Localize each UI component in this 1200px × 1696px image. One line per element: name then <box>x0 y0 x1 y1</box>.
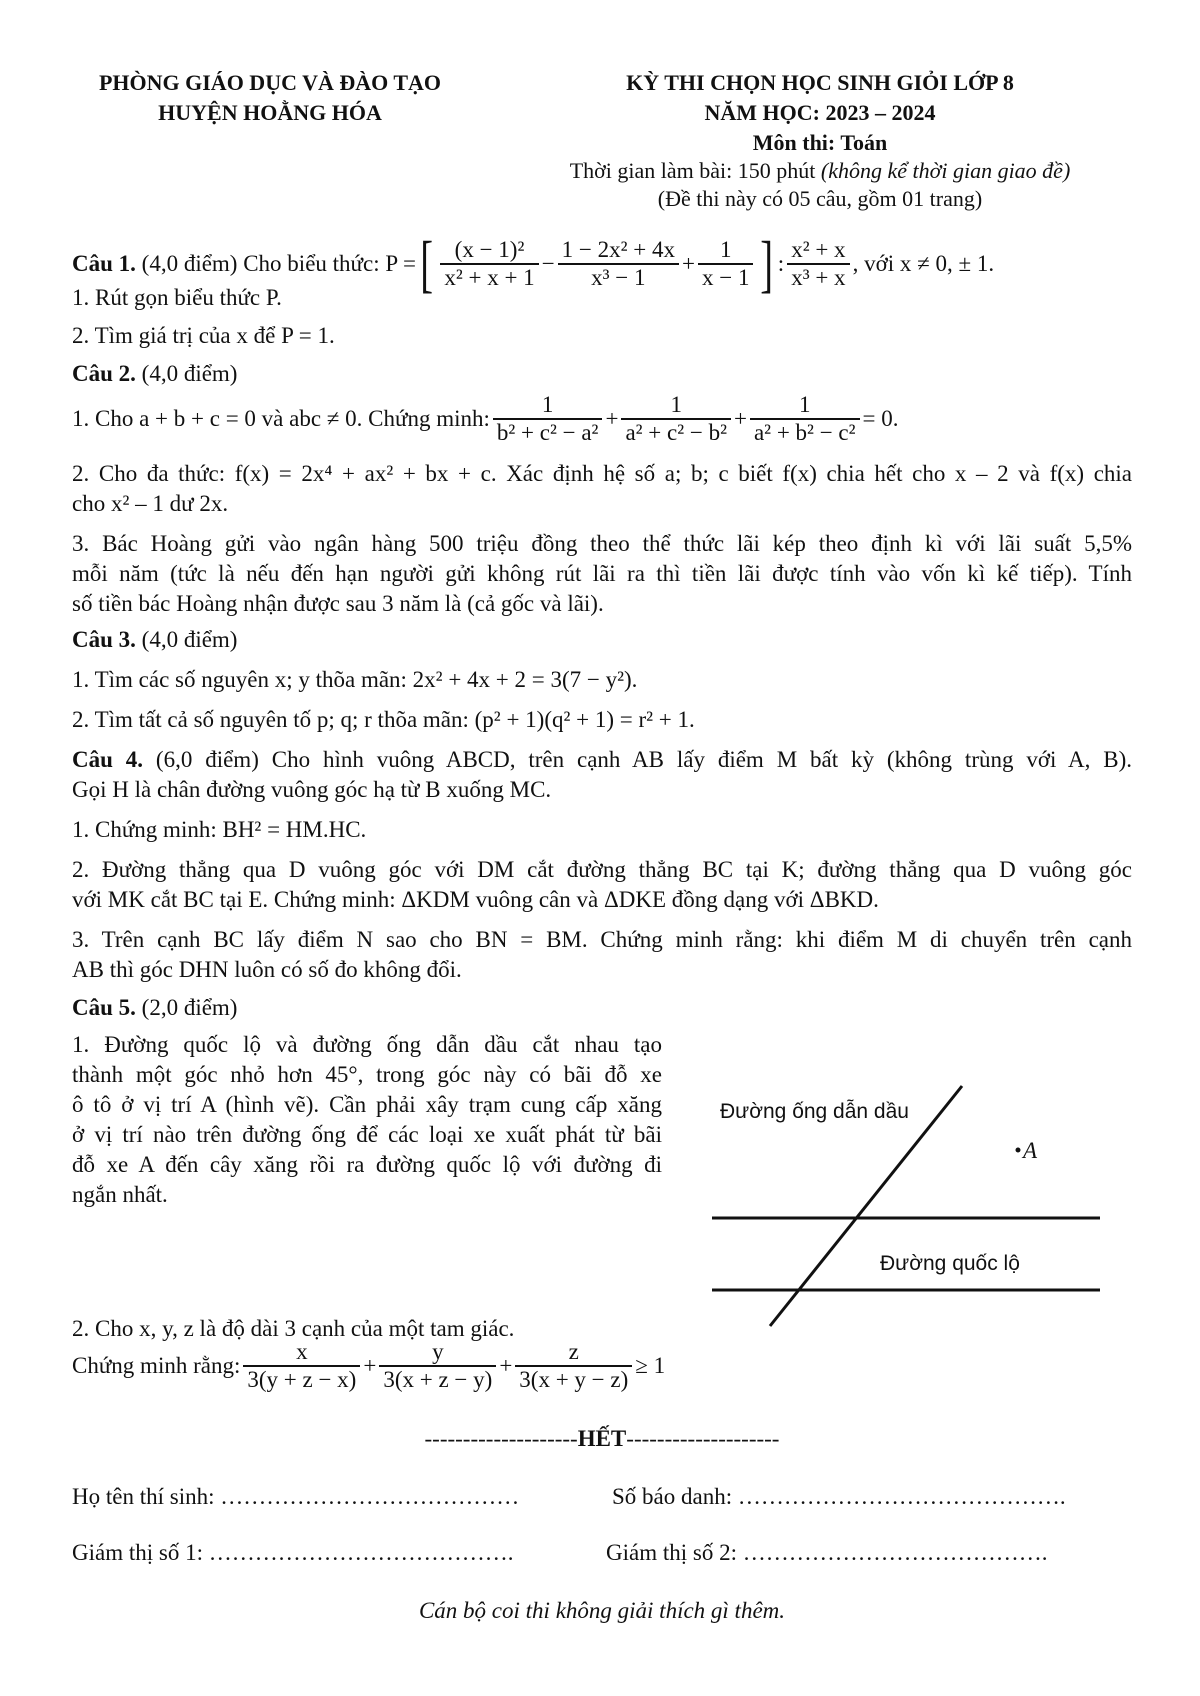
page-count-note: (Đề thi này có 05 câu, gồm 01 trang) <box>657 186 983 211</box>
q2-part-1-text: 1. Cho a + b + c = 0 và abc ≠ 0. Chứng minh: <box>72 406 490 431</box>
q2-part-3-line-1: 3. Bác Hoàng gửi vào ngân hàng 500 triệu đồng theo thể thức lãi kép theo định kì với lãi suất 5,5% <box>72 531 1132 556</box>
q1-f2-num: 1 − 2x² + 4x <box>561 237 676 262</box>
q1-op-plus: + <box>682 251 695 276</box>
exam-subject: Môn thi: Toán <box>752 130 888 155</box>
q3-part-1: 1. Tìm các số nguyên x; y thõa mãn: 2x² + 4x + 2 = 3(7 − y²). <box>72 667 638 692</box>
q4-intro-text: (6,0 điểm) Cho hình vuông ABCD, trên cạnh AB lấy điểm M bất kỳ (không trùng với A, B). <box>155 747 1133 772</box>
exam-duration <box>540 158 1100 184</box>
q5-gy-num: y <box>432 1339 444 1364</box>
q2-label: Câu 2. <box>72 361 136 386</box>
q2-fraction-c <box>750 392 860 446</box>
duration-note: (không kể thời gian giao đề) <box>820 158 1071 183</box>
end-dashes-right: -------------------- <box>626 1426 780 1451</box>
right-bracket: ] <box>760 228 774 299</box>
q5-part-1-line-2: thành một góc nhỏ hơn 45°, trong góc này có bãi đỗ xe <box>72 1062 662 1087</box>
q5-part-2-end: ≥ 1 <box>635 1353 666 1378</box>
q4-part-1: 1. Chứng minh: BH² = HM.HC. <box>72 817 367 842</box>
q2-part-2-line-1: 2. Cho đa thức: f(x) = 2x⁴ + ax² + bx + c. Xác định hệ số a; b; c biết f(x) chia hết cho x – 2 và f(x) chia <box>72 461 1132 486</box>
q2-part-2-line-2: cho x² – 1 dư 2x. <box>72 491 229 516</box>
point-a-label: A <box>1023 1138 1038 1163</box>
q4-part-3-line-2: AB thì góc DHN luôn có số đo không đổi. <box>72 957 462 982</box>
q5-part-1-line-4: ở vị trí nào trên đường ống để các loại xe xuất phát từ bãi <box>72 1122 662 1147</box>
q4-part-2-line-2: với MK cắt BC tại E. Chứng minh: ΔKDM vuông cân và ΔDKE đồng dạng với ΔBKD. <box>72 887 879 912</box>
exam-title: KỲ THI CHỌN HỌC SINH GIỎI LỚP 8 <box>626 70 1014 95</box>
q3-heading <box>72 624 1132 656</box>
q1-f1-den: x² + x + 1 <box>440 263 538 291</box>
end-word: HẾT <box>577 1426 627 1451</box>
q5-fraction-x <box>243 1339 360 1393</box>
q3-part-2: 2. Tìm tất cả số nguyên tố p; q; r thõa mãn: (p² + 1)(q² + 1) = r² + 1. <box>72 707 695 732</box>
end-dashes-left: -------------------- <box>424 1426 578 1451</box>
q1-f3-num: 1 <box>719 237 732 262</box>
q1-condition: , với x ≠ 0, ± 1. <box>852 251 995 276</box>
candidate-name-field: Họ tên thí sinh: ………………………………… <box>72 1484 520 1509</box>
q2-fraction-b <box>621 392 731 446</box>
end-marker <box>72 1426 1132 1452</box>
candidate-id-field: Số báo danh: ……………………………………. <box>612 1484 1066 1509</box>
q2-part-3-line-2: mỗi năm (tức là nếu đến hạn người gửi không rút lãi ra thì tiền lãi được tính vào vốn kì kế tiếp). Tính <box>72 561 1132 586</box>
duration-text: Thời gian làm bài: 150 phút <box>569 158 816 183</box>
q4-label: Câu 4. <box>72 747 144 772</box>
q2-part-1-end: = 0. <box>862 406 899 431</box>
q1-op-minus: − <box>541 251 555 276</box>
q2-points: (4,0 điểm) <box>141 361 238 386</box>
q2-fraction-a <box>493 392 603 446</box>
q1-label: Câu 1. <box>72 251 136 276</box>
q5-gx-num: x <box>296 1339 308 1364</box>
school-year: NĂM HỌC: 2023 – 2024 <box>704 100 936 125</box>
q2-part-3-line-3: số tiền bác Hoàng nhận được sau 3 năm là (cả gốc và lãi). <box>72 591 604 616</box>
q4-intro-line-2: Gọi H là chân đường vuông góc hạ từ B xuống MC. <box>72 777 552 802</box>
q5-gz-num: z <box>568 1339 579 1364</box>
q5-part-2-line-1: 2. Cho x, y, z là độ dài 3 cạnh của một tam giác. <box>72 1316 515 1341</box>
q1-op-colon: : <box>777 251 785 276</box>
point-a-marker <box>1016 1148 1021 1153</box>
q2-fa-den: b² + c² − a² <box>493 418 603 446</box>
department-name: PHÒNG GIÁO DỤC VÀ ĐÀO TẠO <box>98 70 442 95</box>
district-name: HUYỆN HOẰNG HÓA <box>158 100 382 125</box>
q2-fb-den: a² + c² − b² <box>621 418 731 446</box>
q1-f2-den: x³ − 1 <box>558 263 679 291</box>
q2-part-1: 1. Cho a + b + c = 0 và abc ≠ 0. Chứng minh: $\frac{1}{\text{b² + c² − a²}}$ + $\frac{1}{\text{a² + c² − b²}}$ + $\frac{1}{\text{a² + b² − c²}}$ = 0. <box>72 392 899 445</box>
q1-intro: (4,0 điểm) Cho biểu thức: P = <box>141 251 417 276</box>
q2-fc-den: a² + b² − c² <box>750 418 860 446</box>
q4-part-3-line-1: 3. Trên cạnh BC lấy điểm N sao cho BN = BM. Chứng minh rằng: khi điểm M di chuyển trên cạnh <box>72 927 1132 952</box>
q3-label: Câu 3. <box>72 627 136 652</box>
q5-part-2-prefix: Chứng minh rằng: <box>72 1353 241 1378</box>
q4-intro-line-1 <box>72 744 1132 776</box>
q1-part-1: 1. Rút gọn biểu thức P. <box>72 285 282 310</box>
q2-fb-num: 1 <box>670 392 682 417</box>
q5-part-1-line-6: ngắn nhất. <box>72 1182 168 1207</box>
footer-note: Cán bộ coi thi không giải thích gì thêm. <box>418 1598 786 1623</box>
supervisor-1-field: Giám thị số 1: …………………………………. <box>72 1540 514 1565</box>
q1-part-2: 2. Tìm giá trị của x để P = 1. <box>72 323 335 348</box>
q1-f3-den: x − 1 <box>698 263 753 291</box>
q5-fraction-y <box>379 1339 496 1393</box>
q5-part-1-line-1: 1. Đường quốc lộ và đường ống dẫn dầu cắt nhau tạo <box>72 1032 662 1057</box>
q5-fraction-z <box>515 1339 632 1393</box>
q5-label: Câu 5. <box>72 995 136 1020</box>
q3-points: (4,0 điểm) <box>141 627 238 652</box>
q5-gz-den: 3(x + y − z) <box>515 1365 632 1393</box>
q2-fa-num: 1 <box>541 392 554 417</box>
q5-points: (2,0 điểm) <box>141 995 238 1020</box>
supervisor-2-field: Giám thị số 2: …………………………………. <box>606 1540 1048 1565</box>
q5-heading <box>72 992 1132 1024</box>
road-label: Đường quốc lộ <box>880 1252 1020 1275</box>
left-bracket: [ <box>420 228 434 299</box>
q5-gy-den: 3(x + z − y) <box>379 1365 496 1393</box>
q1-f4-num: x² + x <box>791 237 846 262</box>
q5-part-2-inequality: Chứng minh rằng: $\frac{x}{3(y + z - x)}$ + $\frac{y}{3(x + z - y)}$ + $\frac{z}{3(x + y - z)}$ ≥ 1 <box>72 1339 666 1392</box>
q5-part-1-line-3: ô tô ở vị trí A (hình vẽ). Cần phải xây trạm cung cấp xăng <box>72 1092 662 1117</box>
q1-f4-den: x³ + x <box>787 263 849 291</box>
q5-part-1-line-5: đỗ xe A đến cây xăng rồi ra đường quốc lộ với đường đi <box>72 1152 662 1177</box>
q1-f1-num: (x − 1)² <box>454 237 525 262</box>
q4-part-2-line-1: 2. Đường thẳng qua D vuông góc với DM cắt đường thẳng BC tại K; đường thẳng qua D vuông góc <box>72 857 1132 882</box>
q2-fc-num: 1 <box>798 392 811 417</box>
pipeline-label: Đường ống dẫn dầu <box>720 1100 909 1123</box>
q2-heading <box>72 358 1132 390</box>
q5-gx-den: 3(y + z − x) <box>243 1365 360 1393</box>
